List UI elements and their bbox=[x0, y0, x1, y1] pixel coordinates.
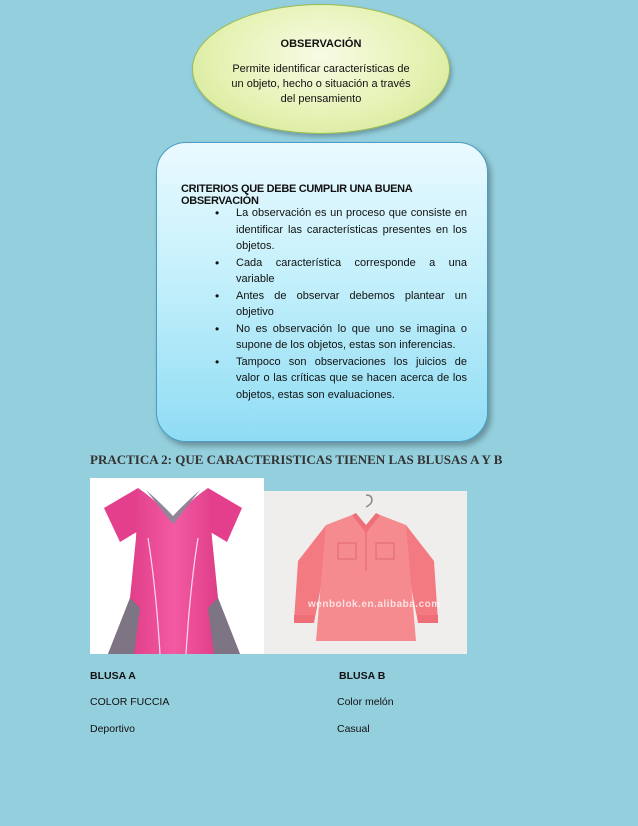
blusa-b-label: BLUSA B bbox=[339, 670, 386, 682]
observacion-oval bbox=[192, 4, 450, 134]
blusa-a-label: BLUSA A bbox=[90, 670, 136, 682]
practica-heading: PRACTICA 2: QUE CARACTERISTICAS TIENEN LAS BLUSAS A Y B bbox=[90, 452, 503, 467]
salmon-blouse-illustration bbox=[264, 491, 467, 654]
blusa-b-image bbox=[264, 491, 467, 654]
criterios-box bbox=[156, 142, 488, 442]
criterio-item: • Tampoco son observaciones los juicios de valor o las críticas que se hacen acerca de los objetos, estas son evaluaciones. bbox=[209, 354, 467, 404]
blusa-a-color: COLOR FUCCIA bbox=[90, 696, 170, 708]
blusa-a-image bbox=[90, 478, 264, 654]
fuchsia-top-illustration bbox=[90, 478, 264, 654]
criterio-item: • La observación es un proceso que consiste en identificar las características presentes en los objetos. bbox=[209, 205, 467, 255]
observacion-title: OBSERVACIÓN bbox=[280, 38, 362, 50]
observacion-description: Permite identificar características de un objeto, hecho o situación a través del pensamiento bbox=[231, 63, 411, 105]
criterios-title: CRITERIOS QUE DEBE CUMPLIR UNA BUENA OBSERVACIÓN bbox=[181, 183, 413, 207]
criterios-list bbox=[209, 205, 467, 403]
criterio-item: • Cada característica corresponde a una variable bbox=[209, 255, 467, 288]
blusa-b-style: Casual bbox=[337, 723, 370, 735]
blusa-a-style: Deportivo bbox=[90, 723, 135, 735]
criterio-item: • Antes de observar debemos plantear un objetivo bbox=[209, 288, 467, 321]
image-watermark: wenbolok.en.alibaba.com bbox=[308, 599, 441, 610]
blusa-b-color: Color melón bbox=[337, 696, 394, 708]
criterio-item: • No es observación lo que uno se imagina o supone de los objetos, estas son inferencias. bbox=[209, 321, 467, 354]
hanger-icon bbox=[366, 495, 372, 507]
